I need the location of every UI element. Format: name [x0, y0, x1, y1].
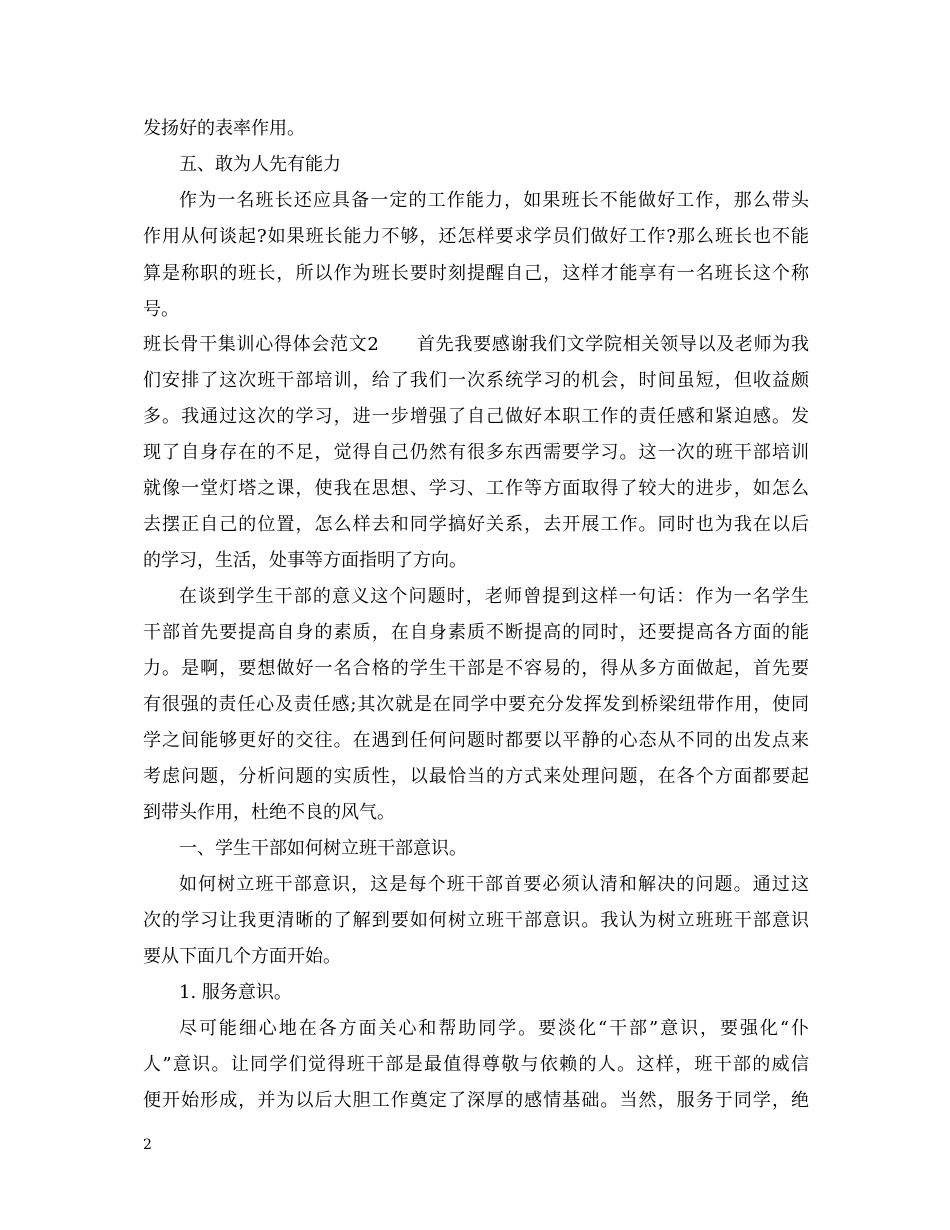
subsection-heading: 1. 服务意识。	[179, 982, 292, 1003]
section-heading: 一、学生干部如何树立班干部意识。	[179, 838, 467, 859]
paragraph-line: 干部首先要提高自身的素质，在自身素质不断提高的同时，还要提高各方面的能	[143, 622, 809, 643]
paragraph-line: 现了自身存在的不足，觉得自己仍然有很多东西需要学习。这一次的班干部培训	[143, 442, 809, 463]
page-number: 2	[143, 1137, 152, 1153]
paragraph-line: 力。是啊，要想做好一名合格的学生干部是不容易的，得从多方面做起，首先要	[143, 658, 809, 679]
paragraph-line: 的学习，生活，处事等方面指明了方向。	[143, 550, 467, 571]
paragraph-line: 尽可能细心地在各方面关心和帮助同学。要淡化“干部”意识，要强化“仆	[179, 1018, 809, 1039]
paragraph-line: 有很强的责任心及责任感;其次就是在同学中要充分发挥发到桥梁纽带作用，使同	[143, 694, 809, 715]
paragraph-line: 就像一堂灯塔之课，使我在思想、学习、工作等方面取得了较大的进步，如怎么	[143, 478, 809, 499]
essay-title-line: 班长骨干集训心得体会范文2 首先我要感谢我们文学院相关领导以及老师为我	[143, 334, 809, 355]
paragraph-line: 要从下面几个方面开始。	[143, 946, 341, 967]
paragraph-line: 人”意识。让同学们觉得班干部是最值得尊敬与依赖的人。这样，班干部的威信	[143, 1054, 809, 1075]
paragraph-line: 多。我通过这次的学习，进一步增强了自己做好本职工作的责任感和紧迫感。发	[143, 406, 809, 427]
paragraph-line: 考虑问题，分析问题的实质性，以最恰当的方式来处理问题，在各个方面都要起	[143, 766, 809, 787]
paragraph-line: 到带头作用，杜绝不良的风气。	[143, 802, 395, 823]
paragraph-line: 作用从何谈起?如果班长能力不够，还怎样要求学员们做好工作?那么班长也不能	[143, 226, 809, 247]
paragraph-line: 号。	[143, 299, 179, 320]
paragraph-line: 们安排了这次班干部培训，给了我们一次系统学习的机会，时间虽短，但收益颇	[143, 370, 809, 391]
paragraph-line: 发扬好的表率作用。	[143, 118, 305, 139]
paragraph-line: 次的学习让我更清晰的了解到要如何树立班干部意识。我认为树立班班干部意识	[143, 910, 809, 931]
paragraph-line: 如何树立班干部意识，这是每个班干部首要必须认清和解决的问题。通过这	[179, 874, 809, 895]
paragraph-line: 学之间能够更好的交往。在遇到任何问题时都要以平静的心态从不同的出发点来	[143, 730, 809, 751]
paragraph-line: 在谈到学生干部的意义这个问题时，老师曾提到这样一句话：作为一名学生	[179, 586, 809, 607]
section-heading: 五、敢为人先有能力	[179, 154, 341, 175]
paragraph-line: 算是称职的班长，所以作为班长要时刻提醒自己，这样才能享有一名班长这个称	[143, 263, 809, 284]
paragraph-line: 作为一名班长还应具备一定的工作能力，如果班长不能做好工作，那么带头	[179, 190, 809, 211]
paragraph-line: 去摆正自己的位置，怎么样去和同学搞好关系，去开展工作。同时也为我在以后	[143, 514, 809, 535]
paragraph-line: 便开始形成，并为以后大胆工作奠定了深厚的感情基础。当然，服务于同学，绝	[143, 1090, 809, 1111]
